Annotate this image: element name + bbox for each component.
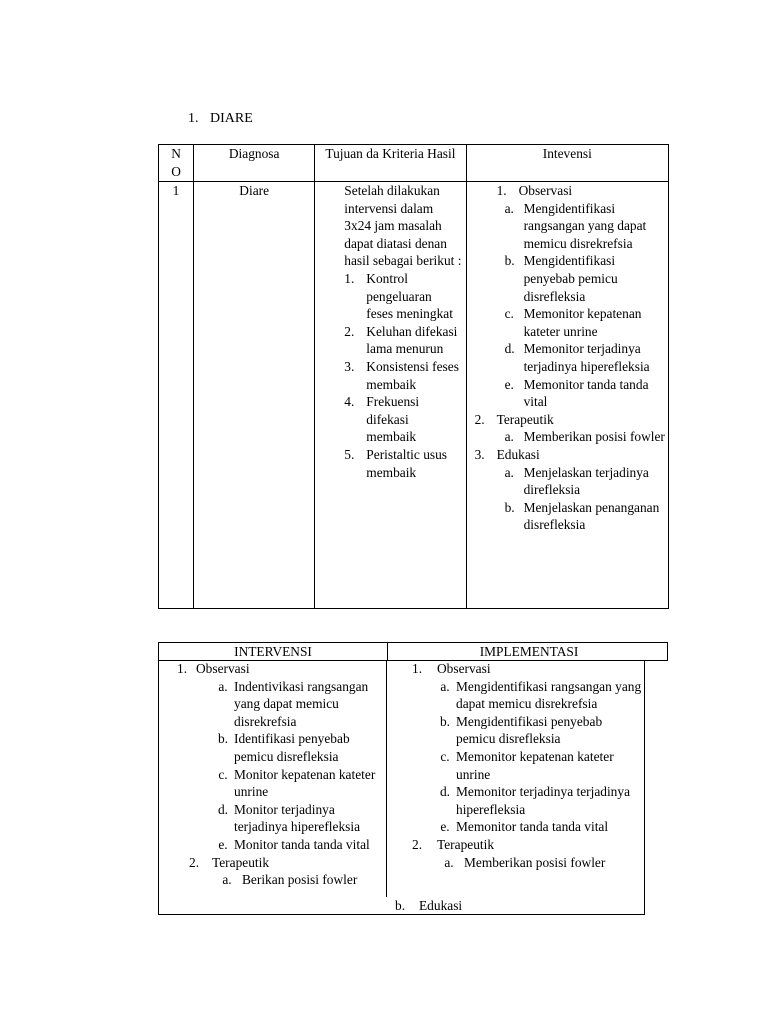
section-heading [188,110,253,128]
table2-body [158,660,645,915]
list-item: a. Mengidentifikasi rangsangan yang dapat memicu disrekrefsia [504,200,647,251]
right-group-observasi: 1. Observasi [412,661,491,676]
list-item: e. Memonitor tanda tanda vital [440,819,609,835]
left-group-terapeutik: 2. Terapeutik [189,854,270,870]
list-item: 4. Frekuensi difekasi membaik [344,394,420,445]
intervensi-group-terapeutik: 2. Terapeutik [474,411,554,427]
list-item: c. Monitor kepatenan kateter unrine [218,766,376,800]
list-item: 5. Peristaltic usus membaik [344,446,448,480]
heading-title: DIARE [210,111,253,126]
table-header-row [159,145,669,182]
right-group-edukasi: b. Edukasi [395,898,463,913]
column-divider [386,660,387,897]
list-item: a. Berikan posisi fowler [222,872,358,888]
intervensi-group-edukasi: 3. Edukasi [474,446,540,462]
list-item: 2. Keluhan difekasi lama menurun [344,323,458,357]
heading-number: 1. [188,111,199,126]
tujuan-list [344,270,461,481]
right-group-terapeutik: 2. Terapeutik [412,836,495,852]
table-row [159,182,669,609]
diagnosis-table [158,144,669,609]
header-no: N O [159,145,194,182]
table2-header-row [158,642,668,661]
intervensi-group-observasi: 1. Observasi [496,183,573,198]
cell-tujuan [315,182,466,609]
list-item: a. Memberikan posisi fowler [444,854,606,870]
header-intervensi: INTERVENSI [234,644,312,659]
left-observasi-items [177,678,385,854]
tujuan-intro: Setelah dilakukan intervensi dalam 3x24 jam masalah dapat diatasi denan hasil sebagai berikut : [344,183,462,269]
list-item: a. Memberikan posisi fowler [504,429,665,445]
cell-diagnosa: Diare [194,182,315,609]
edukasi-items [471,464,666,534]
list-item: b. Mengidentifikasi penyebab pemicu disrefleksia [439,713,603,747]
list-item: b. Mengidentifikasi penyebab pemicu disrefleksia [504,253,618,304]
header-diagnosa: Diagnosa [194,145,315,182]
list-item: c. Memonitor kepatenan kateter unrine [440,748,614,782]
list-item: d. Memonitor terjadinya terjadinya hiperefleksia [504,341,650,374]
observasi-items [471,200,666,411]
list-item: 1. Kontrol pengeluaran feses meningkat [344,270,453,322]
right-terapeutik-items [412,854,644,872]
list-item: 3. Konsistensi feses membaik [344,358,459,392]
list-item: a. Menjelaskan terjadinya direfleksia [504,464,649,498]
header-tujuan: Tujuan da Kriteria Hasil [315,145,466,182]
header-intervensi: Intevensi [466,145,668,182]
left-terapeutik-items [177,871,385,889]
list-item: c. Memonitor kepatenan kateter unrine [504,306,642,339]
implementasi-column [412,660,644,871]
header-implementasi: IMPLEMENTASI [387,643,670,661]
list-item: e. Memonitor tanda tanda vital [504,376,649,410]
cell-no: 1 [159,182,194,609]
list-item: d. Memonitor terjadinya terjadinya hiperefleksia [439,784,631,817]
list-item: a. Indentivikasi rangsangan yang dapat memicu disrekrefsia [218,678,369,729]
cell-intervensi [466,182,668,609]
left-group-observasi: 1. Observasi [177,661,250,676]
list-item: d. Monitor terjadinya terjadinya hiperefleksia [217,801,361,835]
intervensi-column [177,660,385,889]
list-item: b. Identifikasi penyebab pemicu disrefleksia [217,731,350,764]
right-observasi-items [412,678,644,836]
list-item: b. Menjelaskan penanganan disrefleksia [504,499,660,533]
terapeutik-items [471,428,666,446]
list-item: e. Monitor tanda tanda vital [218,836,370,852]
list-item: a. Mengidentifikasi rangsangan yang dapat memicu disrekrefsia [440,678,642,712]
